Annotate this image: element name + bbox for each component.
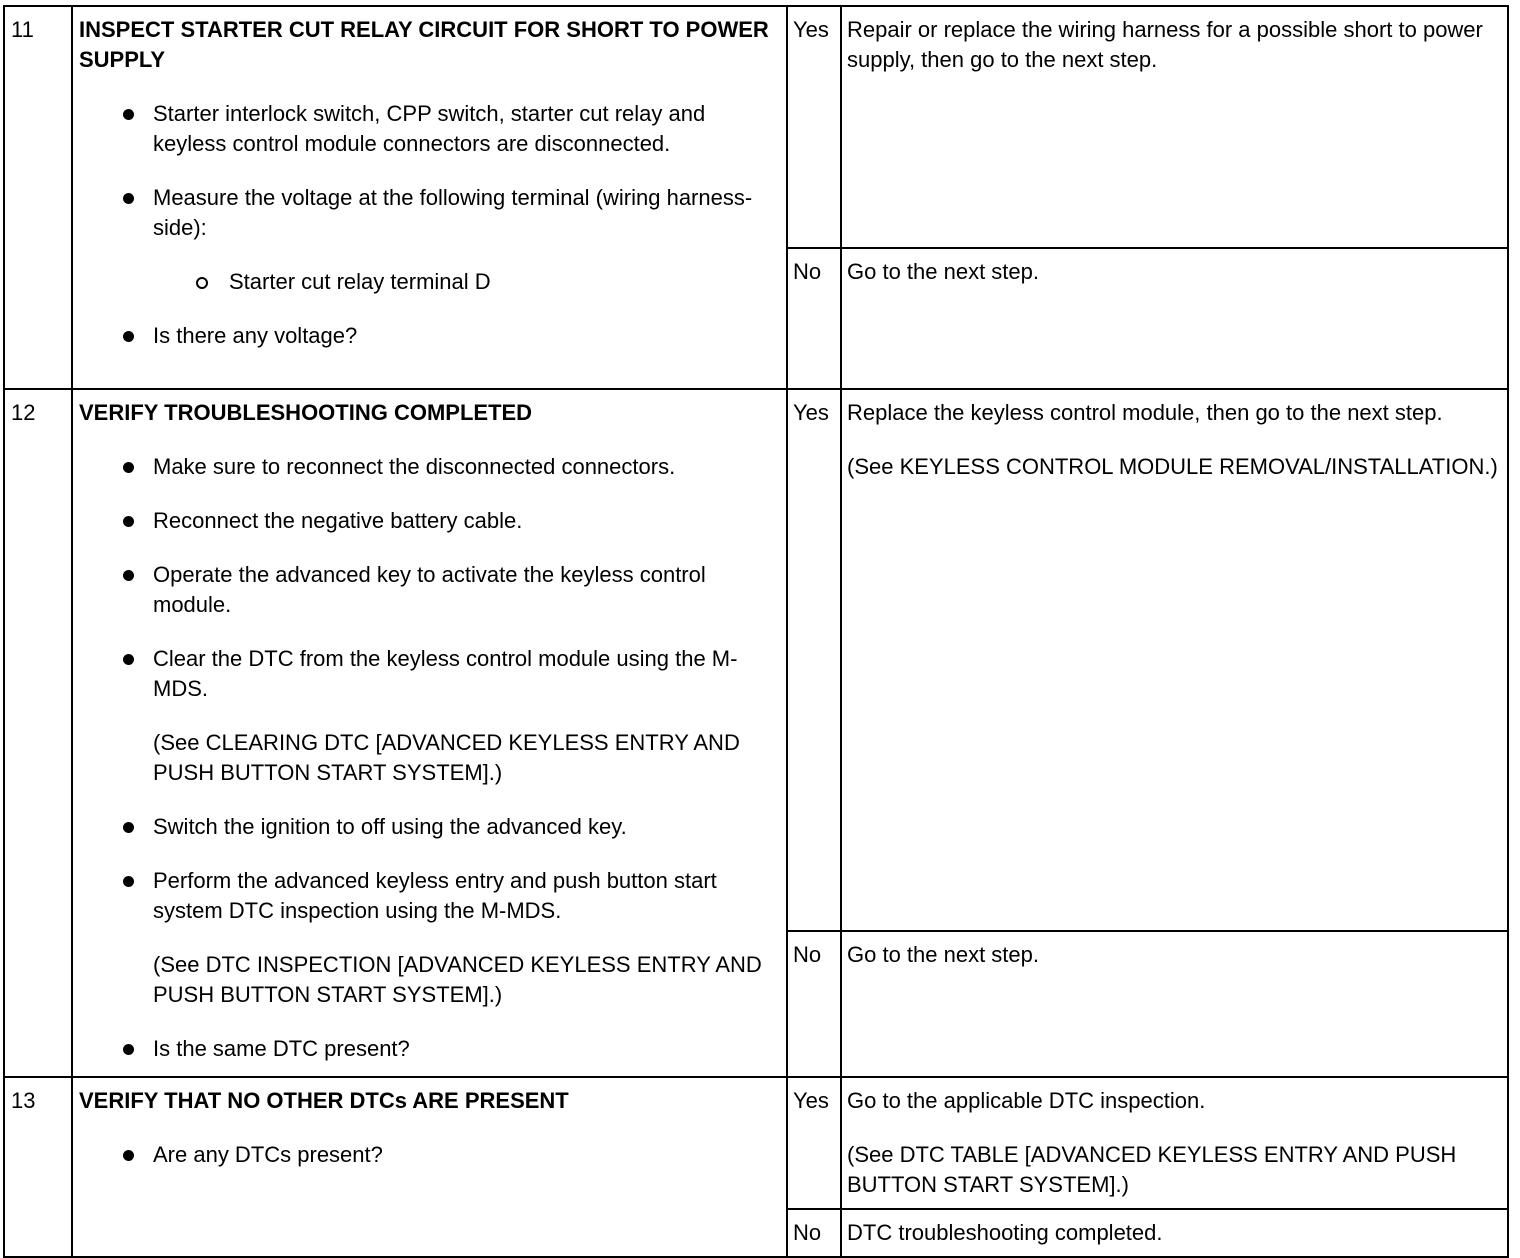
yes-label: Yes — [787, 1077, 841, 1209]
bullet-item: Are any DTCs present? — [79, 1140, 776, 1170]
sub-bullet-item: Starter cut relay terminal D — [153, 267, 776, 297]
yes-result-text: Replace the keyless control module, then go to the next step. — [847, 400, 1443, 425]
step-number: 12 — [4, 389, 72, 1077]
step-title: INSPECT STARTER CUT RELAY CIRCUIT FOR SHORT TO POWER SUPPLY — [79, 17, 769, 72]
no-result: Go to the next step. — [841, 931, 1508, 1077]
reference-kcm-removal: (See KEYLESS CONTROL MODULE REMOVAL/INSTALLATION.) — [847, 454, 1498, 479]
yes-result — [841, 389, 1508, 931]
yes-result-text: Go to the applicable DTC inspection. — [847, 1088, 1206, 1113]
sub-bullet-list — [153, 267, 776, 297]
no-result: Go to the next step. — [841, 248, 1508, 389]
bullet-list — [79, 1140, 776, 1170]
no-label: No — [787, 248, 841, 389]
step-number: 13 — [4, 1077, 72, 1257]
yes-label: Yes — [787, 6, 841, 248]
bullet-item — [79, 644, 776, 788]
yes-result: Repair or replace the wiring harness for a possible short to power supply, then go to the next step. — [841, 6, 1508, 248]
bullet-list — [79, 452, 776, 1064]
bullet-text: Perform the advanced keyless entry and push button start system DTC inspection using the M-MDS. — [153, 868, 717, 923]
bullet-list — [79, 99, 776, 351]
bullet-item: Operate the advanced key to activate the keyless control module. — [79, 560, 776, 620]
troubleshooting-table — [3, 5, 1509, 1258]
reference-dtc-inspection: (See DTC INSPECTION [ADVANCED KEYLESS ENTRY AND PUSH BUTTON START SYSTEM].) — [153, 952, 762, 1007]
bullet-item: Switch the ignition to off using the advanced key. — [79, 812, 776, 842]
bullet-item — [79, 866, 776, 1010]
step-row-13-yes — [4, 1077, 1508, 1209]
no-result: DTC troubleshooting completed. — [841, 1209, 1508, 1257]
step-action-13 — [72, 1077, 787, 1257]
bullet-item — [79, 183, 776, 297]
step-row-11-yes — [4, 6, 1508, 248]
yes-label: Yes — [787, 389, 841, 931]
step-action-12 — [72, 389, 787, 1077]
yes-result — [841, 1077, 1508, 1209]
bullet-text: Clear the DTC from the keyless control module using the M-MDS. — [153, 646, 738, 701]
reference-dtc-table: (See DTC TABLE [ADVANCED KEYLESS ENTRY AND PUSH BUTTON START SYSTEM].) — [847, 1142, 1457, 1197]
no-label: No — [787, 931, 841, 1077]
reference-clearing-dtc: (See CLEARING DTC [ADVANCED KEYLESS ENTRY AND PUSH BUTTON START SYSTEM].) — [153, 730, 740, 785]
step-title: VERIFY THAT NO OTHER DTCs ARE PRESENT — [79, 1088, 569, 1113]
bullet-item: Make sure to reconnect the disconnected connectors. — [79, 452, 776, 482]
step-row-12-yes — [4, 389, 1508, 931]
bullet-item: Is there any voltage? — [79, 321, 776, 351]
step-action-11 — [72, 6, 787, 389]
bullet-item: Starter interlock switch, CPP switch, starter cut relay and keyless control module connectors are disconnected. — [79, 99, 776, 159]
bullet-item: Is the same DTC present? — [79, 1034, 776, 1064]
bullet-item: Reconnect the negative battery cable. — [79, 506, 776, 536]
step-title: VERIFY TROUBLESHOOTING COMPLETED — [79, 400, 533, 425]
bullet-text: Measure the voltage at the following terminal (wiring harness-side): — [153, 185, 753, 240]
no-label: No — [787, 1209, 841, 1257]
step-number: 11 — [4, 6, 72, 389]
